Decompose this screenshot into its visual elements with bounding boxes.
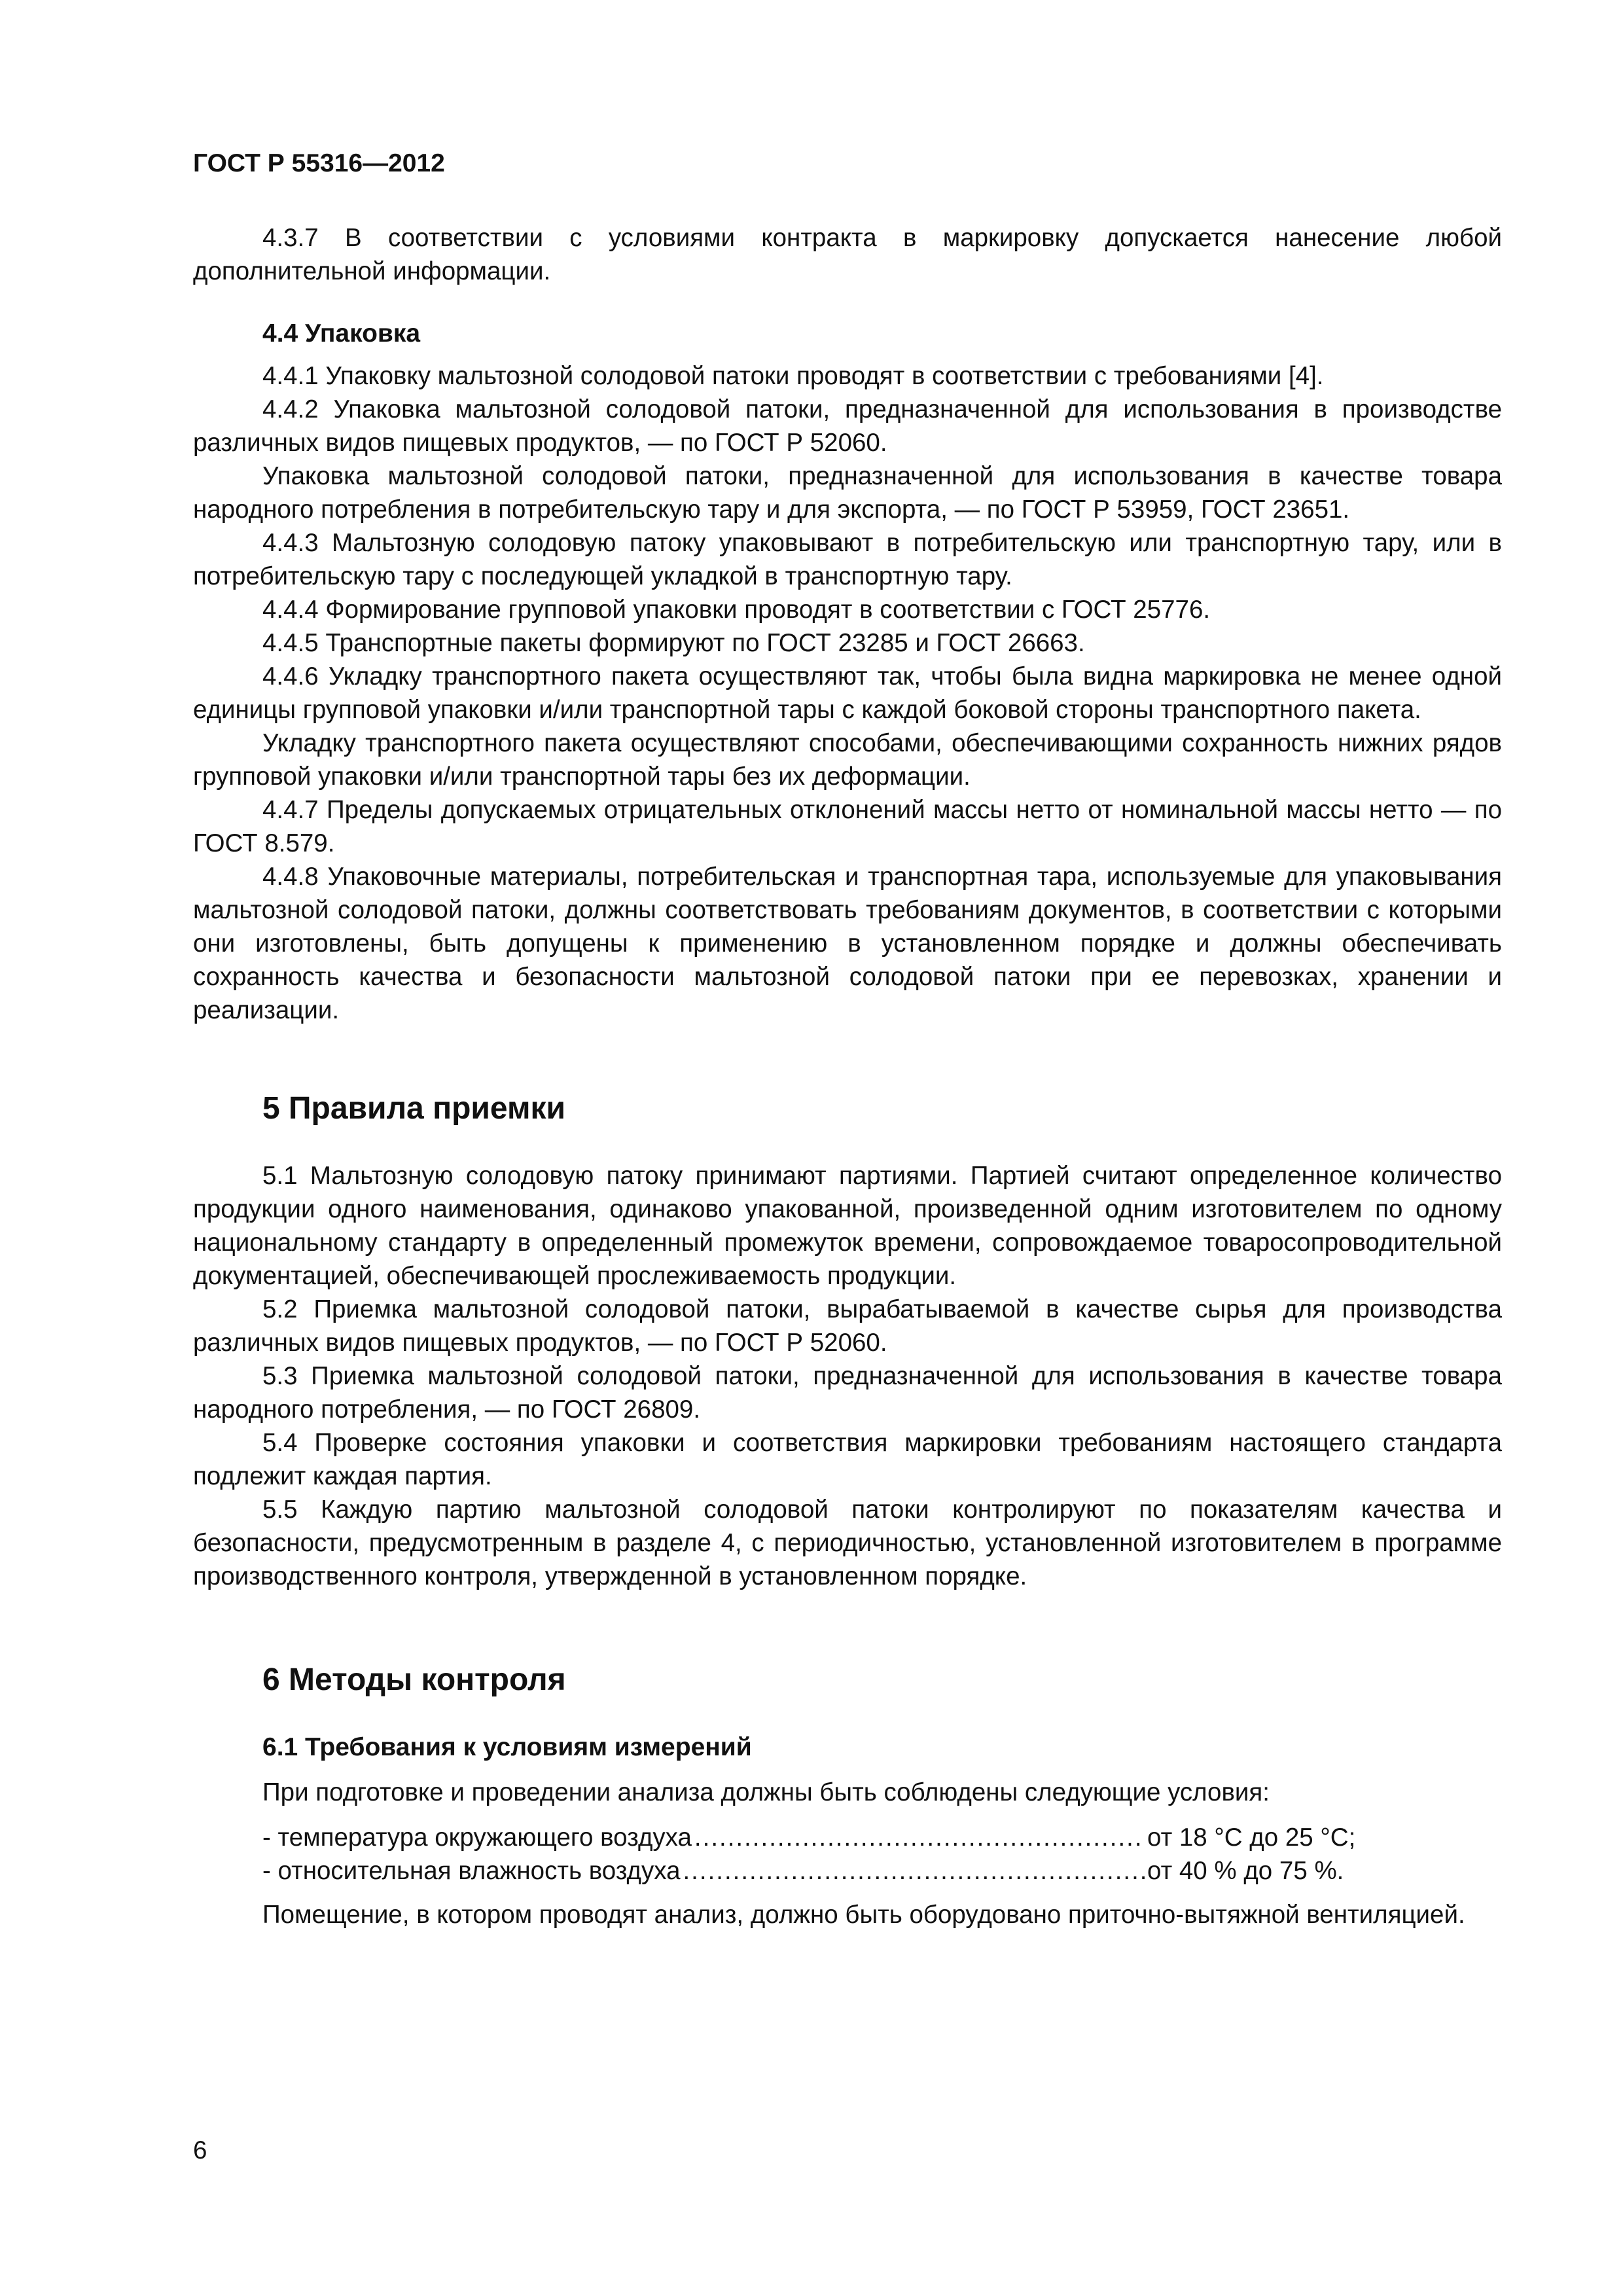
paragraph-4-4-1: 4.4.1 Упаковку мальтозной солодовой патоки проводят в соответствии с требованиями [4]. [262, 362, 1324, 390]
heading-section-5: 5 Правила приемки [262, 1091, 566, 1126]
paragraph-5-1: 5.1 Мальтозную солодовую патоку принимают партиями. Партией считают определенное количество продукции одного наименования, одинаково упакованной, произведенной одним изготовителем по одному национальному стандарту в определенный промежуток времени, сопровождаемое товаросопроводительной документацией, обеспечивающей прослеживаемость продукции. [193, 1162, 1502, 1290]
condition-label: - температура окружающего воздуха [262, 1823, 692, 1852]
paragraph-5-2: 5.2 Приемка мальтозной солодовой патоки, вырабатываемой в качестве сырья для производства различных видов пищевых продуктов, — по ГОСТ Р 52060. [193, 1295, 1502, 1357]
paragraph-5-4: 5.4 Проверке состояния упаковки и соответствия маркировки требованиям настоящего стандарта подлежит каждая партия. [193, 1429, 1502, 1490]
paragraph-4-4-2: 4.4.2 Упаковка мальтозной солодовой патоки, предназначенной для использования в производстве различных видов пищевых продуктов, — по ГОСТ Р 52060. [193, 395, 1502, 457]
dot-leader [694, 1821, 1145, 1854]
dot-leader [683, 1854, 1145, 1888]
condition-row-humidity [262, 1854, 1375, 1888]
condition-row-temperature [262, 1821, 1375, 1854]
heading-section-6: 6 Методы контроля [262, 1662, 566, 1697]
paragraph-4-4-2-continued: Упаковка мальтозной солодовой патоки, предназначенной для использования в качестве товара народного потребления в потребительскую тару и для экспорта, — по ГОСТ Р 53959, ГОСТ 23651. [193, 462, 1502, 524]
heading-4-4: 4.4 Упаковка [262, 319, 421, 348]
paragraph-5-3: 5.3 Приемка мальтозной солодовой патоки, предназначенной для использования в качестве товара народного потребления, — по ГОСТ 26809. [193, 1362, 1502, 1424]
condition-value: от 40 % до 75 %. [1147, 1857, 1344, 1885]
paragraph-6-1-intro: При подготовке и проведении анализа должны быть соблюдены следующие условия: [262, 1778, 1270, 1806]
condition-value: от 18 °С до 25 °С; [1147, 1823, 1356, 1852]
document-code-header: ГОСТ Р 55316—2012 [193, 149, 445, 177]
page-number: 6 [193, 2136, 207, 2164]
paragraph-4-4-7: 4.4.7 Пределы допускаемых отрицательных отклонений массы нетто от номинальной массы нетто — по ГОСТ 8.579. [193, 796, 1502, 857]
paragraph-4-4-6: 4.4.6 Укладку транспортного пакета осуществляют так, чтобы была видна маркировка не менее одной единицы групповой упаковки и/или транспортной тары с каждой боковой стороны транспортного пакета. [193, 662, 1502, 724]
paragraph-4-4-3: 4.4.3 Мальтозную солодовую патоку упаковывают в потребительскую или транспортную тару, или в потребительскую тару с последующей укладкой в транспортную тару. [193, 529, 1502, 590]
paragraph-4-4-4: 4.4.4 Формирование групповой упаковки проводят в соответствии с ГОСТ 25776. [262, 596, 1211, 624]
paragraph-4-3-7: 4.3.7 В соответствии с условиями контракта в маркировку допускается нанесение любой дополнительной информации. [193, 224, 1502, 285]
paragraph-4-4-5: 4.4.5 Транспортные пакеты формируют по ГОСТ 23285 и ГОСТ 26663. [262, 629, 1085, 657]
conditions-list [262, 1821, 1375, 1888]
paragraph-5-5: 5.5 Каждую партию мальтозной солодовой патоки контролируют по показателям качества и безопасности, предусмотренным в разделе 4, с периодичностью, установленной изготовителем в программе производственного контроля, утвержденной в установленном порядке. [193, 1496, 1502, 1590]
heading-6-1: 6.1 Требования к условиям измерений [262, 1733, 752, 1761]
page-content [193, 221, 1502, 1931]
paragraph-6-1-room: Помещение, в котором проводят анализ, должно быть оборудовано приточно-вытяжной вентиляцией. [262, 1901, 1465, 1929]
paragraph-4-4-8: 4.4.8 Упаковочные материалы, потребительская и транспортная тара, используемые для упаковывания мальтозной солодовой патоки, должны соответствовать требованиям документов, в соответствии с которыми они изготовлены, быть допущены к применению в установленном порядке и должны обеспечивать сохранность качества и безопасности мальтозной солодовой патоки при ее перевозках, хранении и реализации. [193, 863, 1502, 1024]
paragraph-4-4-6-continued: Укладку транспортного пакета осуществляют способами, обеспечивающими сохранность нижних рядов групповой упаковки и/или транспортной тары без их деформации. [193, 729, 1502, 791]
condition-label: - относительная влажность воздуха [262, 1857, 681, 1885]
